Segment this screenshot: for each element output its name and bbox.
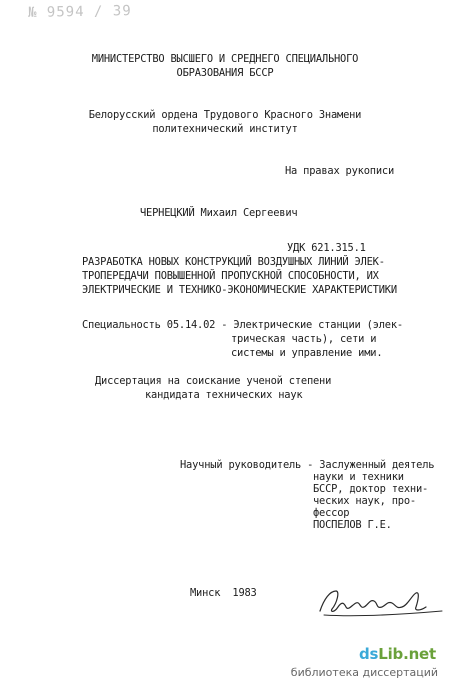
specialty-line-2: трическая часть), сети и bbox=[231, 333, 377, 345]
author-name: ЧЕРНЕЦКИЙ Михаил Сергеевич bbox=[140, 207, 298, 219]
supervisor-line-1: Научный руководитель - Заслуженный деятель bbox=[180, 459, 435, 471]
site-watermark bbox=[0, 635, 450, 683]
logo-part-ds: ds bbox=[358, 645, 379, 663]
institute-line-2: политехнический институт bbox=[152, 123, 298, 135]
dissertation-line-2: кандидата технических наук bbox=[145, 389, 303, 401]
title-line-1: РАЗРАБОТКА НОВЫХ КОНСТРУКЦИЙ ВОЗДУШНЫХ ЛИНИЙ ЭЛЕК- bbox=[82, 256, 385, 268]
logo-part-lib: Lib.net bbox=[378, 645, 436, 663]
archive-stamp: № 9594 / 39 bbox=[27, 3, 132, 21]
city-year: Минск 1983 bbox=[190, 587, 257, 599]
dissertation-line-1: Диссертация на соискание ученой степени bbox=[95, 375, 332, 387]
institute-line-1: Белорусский ордена Трудового Красного Знамени bbox=[88, 109, 362, 121]
title-line-2: ТРОПЕРЕДАЧИ ПОВЫШЕННОЙ ПРОПУСКНОЙ СПОСОБНОСТИ, ИХ bbox=[82, 270, 379, 282]
specialty-line-1: Специальность 05.14.02 - Электрические станции (элек- bbox=[82, 319, 403, 331]
title-line-3: ЭЛЕКТРИЧЕСКИЕ И ТЕХНИКО-ЭКОНОМИЧЕСКИЕ ХАРАКТЕРИСТИКИ bbox=[82, 284, 397, 296]
supervisor-name: ПОСПЕЛОВ Г.Е. bbox=[313, 519, 392, 531]
udc-code: УДК 621.315.1 bbox=[287, 242, 366, 254]
ministry-line-1: МИНИСТЕРСТВО ВЫСШЕГО И СРЕДНЕГО СПЕЦИАЛЬНОГО bbox=[91, 53, 359, 65]
specialty-line-3: системы и управление ими. bbox=[231, 347, 383, 359]
supervisor-line-5: фессор bbox=[313, 507, 350, 519]
supervisor-line-2: науки и техники bbox=[313, 471, 404, 483]
supervisor-line-4: ческих наук, про- bbox=[313, 495, 416, 507]
supervisor-line-3: БССР, доктор техни- bbox=[313, 483, 429, 495]
watermark-caption: библиотека диссертаций bbox=[290, 666, 438, 679]
manuscript-note: На правах рукописи bbox=[285, 165, 395, 177]
handwritten-signature bbox=[316, 585, 446, 621]
dslib-logo[interactable] bbox=[359, 645, 436, 663]
ministry-line-2: ОБРАЗОВАНИЯ БССР bbox=[176, 67, 274, 79]
